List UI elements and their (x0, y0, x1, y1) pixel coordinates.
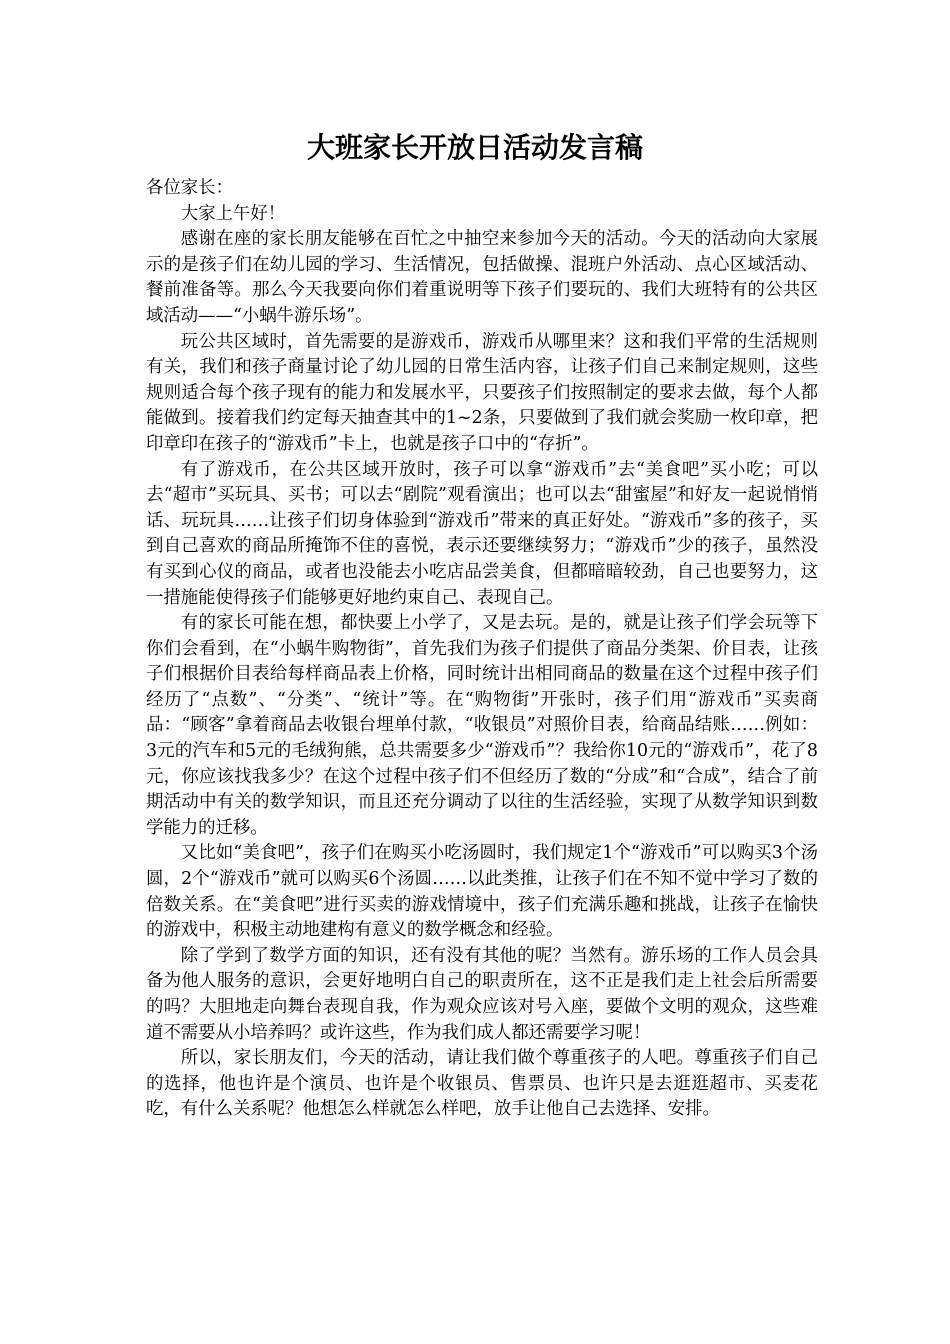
paragraph-greeting: 大家上午好！ (180, 203, 286, 224)
document-body (146, 176, 818, 1123)
paragraph-conclusion: 所以，家长朋友们，今天的活动，请让我们做个尊重孩子的人吧。尊重孩子们自己的选择，他也许是个演员、也许是个收银员、售票员、也许只是去逛逛超市、买麦花吃，有什么关系呢？他想怎么样就怎么样吧，放手让他自己去选择、安排。 (146, 1048, 818, 1120)
paragraph-game-coins: 玩公共区域时，首先需要的是游戏币，游戏币从哪里来？这和我们平常的生活规则有关，我们和孩子商量讨论了幼儿园的日常生活内容，让孩子们自己来制定规则，这些规则适合每个孩子现有的能力和发展水平，只要孩子们按照制定的要求去做，每个人都能做到。接着我们约定每天抽查其中的1~2条，只要做到了我们就会奖励一枚印章，把印章印在孩子的“游戏币”卡上，也就是孩子口中的“存折”。 (146, 331, 818, 454)
paragraph-other-skills: 除了学到了数学方面的知识，还有没有其他的呢？当然有。游乐场的工作人员会具备为他人服务的意识，会更好地明白自己的职责所在，这不正是我们走上社会后所需要的吗？大胆地走向舞台表现自我，作为观众应该对号入座，要做个文明的观众，这些难道不需要从小培养吗？或许这些，作为我们成人都还需要学习呢！ (146, 945, 818, 1043)
salutation: 各位家长： (146, 178, 233, 198)
paragraph-using-coins: 有了游戏币，在公共区域开放时，孩子可以拿“游戏币”去“美食吧”买小吃；可以去“超市”买玩具、买书；可以去“剧院”观看演出；也可以去“甜蜜屋”和好友一起说悄悄话、玩玩具……让孩子们切身体验到“游戏币”带来的真正好处。“游戏币”多的孩子，买到自己喜欢的商品所掩饰不住的喜悦，表示还要继续努力；“游戏币”少的孩子，虽然没有买到心仪的商品，或者也没能去小吃店品尝美食，但都暗暗较劲，自己也要努力，这一措施能使得孩子们能够更好地约束自己、表现自己。 (146, 459, 818, 608)
paragraph-shopping-street: 有的家长可能在想，都快要上小学了，又是去玩。是的，就是让孩子们学会玩等下你们会看到，在“小蜗牛购物街”，首先我们为孩子们提供了商品分类架、价目表，让孩子们根据价目表给每样商品表上价格，同时统计出相同商品的数量在这个过程中孩子们经历了“点数”、“分类”、“统计”等。在“购物街”开张时，孩子们用“游戏币”买卖商品：“顾客”拿着商品去收银台埋单付款，“收银员”对照价目表，给商品结账……例如：3元的汽车和5元的毛绒狗熊，总共需要多少“游戏币”？我给你10元的“游戏币”，花了8元，你应该找我多少？在这个过程中孩子们不但经历了数的“分成”和“合成”，结合了前期活动中有关的数学知识，而且还充分调动了以往的生活经验，实现了从数学知识到数学能力的迁移。 (146, 613, 818, 838)
paragraph-food-bar: 又比如“美食吧”，孩子们在购买小吃汤圆时，我们规定1个“游戏币”可以购买3个汤圆，2个“游戏币”就可以购买6个汤圆……以此类推，让孩子们在不知不觉中学习了数的倍数关系。在“美食吧”进行买卖的游戏情境中，孩子们充满乐趣和挑战，让孩子在愉快的游戏中，积极主动地建构有意义的数学概念和经验。 (146, 843, 818, 941)
document-title: 大班家长开放日活动发言稿 (306, 131, 643, 164)
paragraph-intro: 感谢在座的家长朋友能够在百忙之中抽空来参加今天的活动。今天的活动向大家展示的是孩子们在幼儿园的学习、生活情况，包括做操、混班户外活动、点心区域活动、餐前准备等。那么今天我要向你们着重说明等下孩子们要玩的、我们大班特有的公共区域活动——“小蜗牛游乐场”。 (146, 229, 818, 326)
